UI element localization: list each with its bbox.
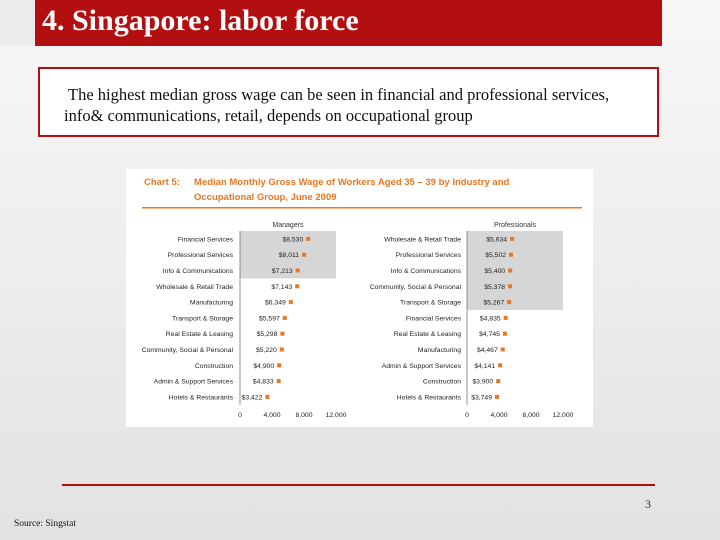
x-tick-label: 0 — [238, 411, 242, 419]
value-label: $4,835 — [479, 315, 501, 323]
category-label: Admin & Support Services — [153, 378, 233, 386]
value-label: $4,141 — [474, 362, 496, 370]
data-point — [510, 237, 514, 241]
value-label: $5,378 — [484, 283, 506, 291]
category-label: Manufacturing — [417, 347, 461, 354]
x-tick-label: 8,000 — [522, 411, 540, 419]
value-label: $4,467 — [476, 347, 498, 354]
data-point — [296, 269, 300, 273]
data-point — [289, 300, 293, 304]
category-label: Construction — [422, 378, 461, 386]
data-point — [302, 253, 306, 257]
category-label: Real Estate & Leasing — [393, 331, 461, 339]
data-point — [277, 379, 281, 383]
category-label: Financial Services — [177, 236, 233, 244]
category-label: Wholesale & Retail Trade — [384, 236, 461, 244]
data-point — [265, 395, 269, 399]
category-label: Manufacturing — [189, 299, 233, 307]
value-label: $3,900 — [472, 378, 494, 386]
panel-title: Managers — [272, 222, 304, 229]
data-point — [277, 363, 281, 367]
category-label: Wholesale & Retail Trade — [156, 283, 233, 291]
x-tick-label: 4,000 — [490, 411, 508, 419]
footer-rule — [62, 484, 655, 486]
data-point — [504, 316, 508, 320]
value-label: $5,502 — [485, 252, 507, 260]
value-label: $5,220 — [255, 347, 277, 354]
summary-textbox — [38, 67, 659, 137]
value-label: $4,900 — [253, 362, 275, 370]
wage-chart-svg — [126, 169, 593, 427]
data-point — [280, 332, 284, 336]
summary-line-1: The highest median gross wage can be seen in financial and professional services, — [68, 85, 610, 104]
chart-title-rule — [142, 207, 582, 209]
value-label: $7,143 — [271, 283, 293, 291]
panel-title: Professionals — [493, 222, 537, 229]
data-point — [498, 363, 502, 367]
wage-chart — [126, 169, 593, 427]
category-label: Financial Services — [405, 315, 461, 323]
summary-text — [64, 84, 668, 126]
data-point — [503, 332, 507, 336]
highlight-band — [467, 231, 563, 310]
category-label: Admin & Support Services — [381, 362, 461, 370]
category-label: Construction — [194, 362, 233, 370]
chart-title-line-1: Median Monthly Gross Wage of Workers Aged 35 – 39 by Industry and — [194, 177, 510, 188]
data-point — [283, 316, 287, 320]
x-tick-label: 12,000 — [552, 411, 574, 419]
data-point — [508, 269, 512, 273]
category-label: Professional Services — [395, 252, 461, 260]
category-label: Professional Services — [167, 252, 233, 260]
value-label: $5,400 — [484, 268, 506, 275]
value-label: $8,530 — [282, 236, 304, 244]
chart-title-label: Chart 5: — [144, 177, 180, 188]
data-point — [306, 237, 310, 241]
data-point — [507, 300, 511, 304]
summary-line-2: info& communications, retail, depends on occupational group — [64, 106, 473, 125]
category-label: Hotels & Restaurants — [396, 394, 461, 402]
title-bar-edge — [0, 0, 35, 46]
value-label: $5,298 — [256, 331, 278, 339]
category-label: Community, Social & Personal — [141, 347, 233, 354]
slide-title: 4. Singapore: labor force — [42, 4, 359, 37]
data-point — [509, 253, 513, 257]
x-tick-label: 0 — [465, 411, 469, 419]
value-label: $5,634 — [486, 236, 508, 244]
data-point — [508, 284, 512, 288]
category-label: Hotels & Restaurants — [168, 394, 233, 402]
value-label: $5,267 — [483, 299, 505, 307]
page-number: 3 — [645, 497, 651, 511]
source-note: Source: Singstat — [14, 519, 77, 529]
data-point — [496, 379, 500, 383]
category-label: Info & Communications — [390, 268, 461, 275]
value-label: $5,597 — [258, 315, 280, 323]
chart-title-line-2: Occupational Group, June 2009 — [194, 192, 337, 203]
category-label: Transport & Storage — [172, 315, 233, 323]
value-label: $3,749 — [471, 394, 492, 402]
value-label: $8,011 — [278, 252, 300, 260]
value-label: $3,422 — [241, 394, 263, 402]
x-tick-label: 12,000 — [325, 411, 347, 419]
value-label: $4,833 — [252, 378, 274, 386]
data-point — [295, 284, 299, 288]
value-label: $7,213 — [271, 268, 293, 275]
x-tick-label: 8,000 — [295, 411, 313, 419]
value-label: $6,349 — [264, 299, 286, 307]
category-label: Info & Communications — [162, 268, 233, 275]
category-label: Real Estate & Leasing — [165, 331, 233, 339]
data-point — [495, 395, 499, 399]
category-label: Community, Social & Personal — [369, 283, 461, 291]
data-point — [280, 348, 284, 352]
category-label: Transport & Storage — [400, 299, 461, 307]
data-point — [501, 348, 505, 352]
value-label: $4,745 — [479, 331, 500, 339]
x-tick-label: 4,000 — [263, 411, 281, 419]
